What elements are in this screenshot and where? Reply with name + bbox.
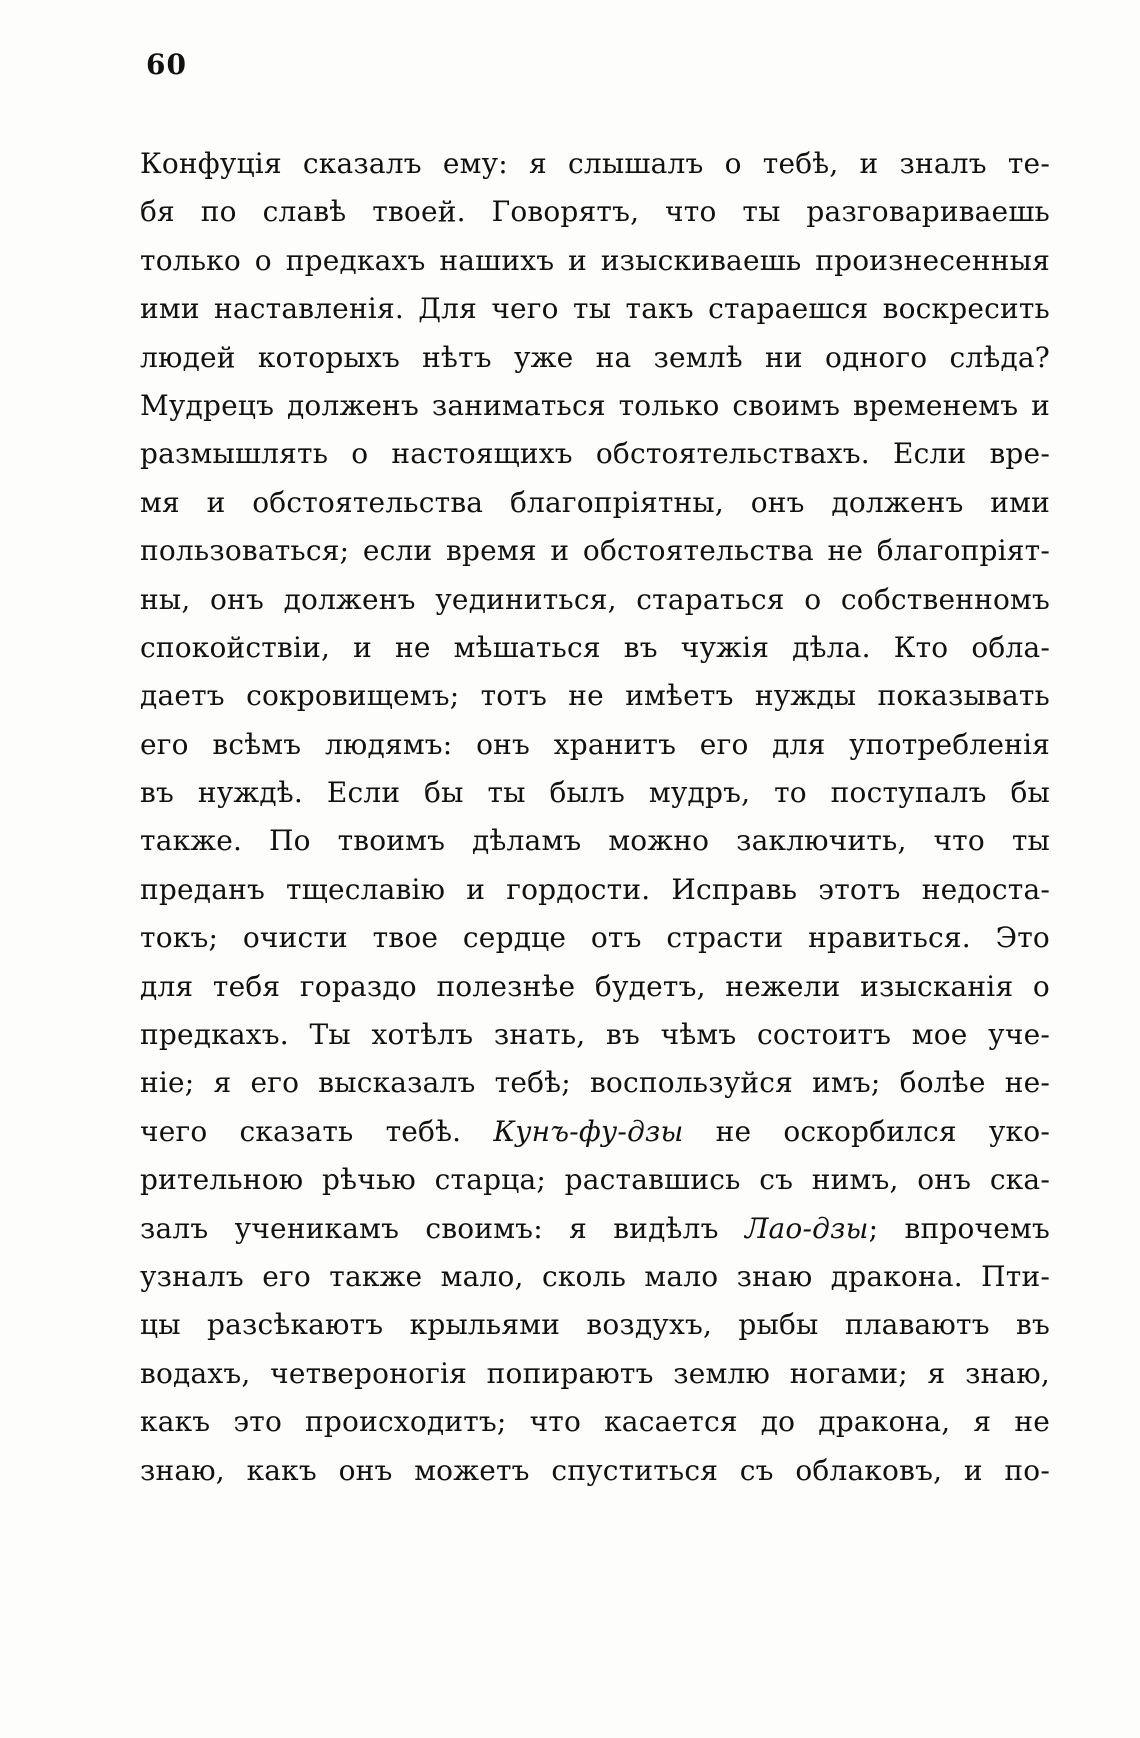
- body-text: [140, 140, 1050, 1495]
- text-line: преданъ тщеславію и гордости. Исправь этотъ недоста-: [140, 872, 1050, 906]
- text-line: ны, онъ долженъ уединиться, стараться о собственномъ: [140, 582, 1050, 616]
- text-line-mixed: [140, 1205, 1050, 1253]
- text-line: рительною рѣчью старца; раставшись съ нимъ, онъ ска-: [140, 1163, 1050, 1197]
- text-line: токъ; очисти твое сердце отъ страсти нравиться. Это: [140, 921, 1050, 955]
- text-line-mixed: [140, 1108, 1050, 1156]
- text-line: его всѣмъ людямъ: онъ хранитъ его для употребленія: [140, 727, 1050, 761]
- text-segment: чего сказать тебѣ.: [140, 1114, 462, 1148]
- text-line: также. По твоимъ дѣламъ можно заключить, что ты: [140, 824, 1050, 858]
- text-segment: залъ ученикамъ своимъ: я видѣлъ: [140, 1211, 719, 1245]
- text-line: знаю, какъ онъ можетъ спуститься съ облаковъ, и по-: [140, 1453, 1050, 1487]
- text-line: водахъ, четвероногія попираютъ землю ногами; я знаю,: [140, 1356, 1050, 1390]
- text-segment: не оскорбился уко-: [715, 1114, 1050, 1148]
- page-number: 60: [146, 48, 187, 81]
- italic-name: Лао-дзы: [744, 1211, 869, 1245]
- text-line: пользоваться; если время и обстоятельства не благопріят-: [140, 534, 1050, 568]
- text-line: въ нуждѣ. Если бы ты былъ мудръ, то поступалъ бы: [140, 776, 1050, 810]
- text-line: Конфуція сказалъ ему: я слышалъ о тебѣ, и зналъ те-: [140, 147, 1050, 180]
- text-segment: ; впрочемъ: [868, 1211, 1050, 1245]
- text-line: ими наставленія. Для чего ты такъ стараешся воскресить: [140, 292, 1050, 326]
- text-line: Мудрецъ долженъ заниматься только своимъ временемъ и: [140, 388, 1050, 422]
- text-line: какъ это происходитъ; что касается до дракона, я не: [140, 1405, 1050, 1439]
- text-line: спокойствіи, и не мѣшаться въ чужія дѣла. Кто обла-: [140, 630, 1050, 664]
- text-line: даетъ сокровищемъ; тотъ не имѣетъ нужды показывать: [140, 679, 1050, 713]
- text-line: предкахъ. Ты хотѣлъ знать, въ чѣмъ состоитъ мое уче-: [140, 1018, 1050, 1052]
- text-line: узналъ его также мало, сколь мало знаю дракона. Пти-: [140, 1259, 1050, 1293]
- italic-name: Кунъ-фу-дзы: [493, 1114, 684, 1148]
- text-line: для тебя гораздо полезнѣе будетъ, нежели изысканія о: [140, 969, 1050, 1003]
- text-line: размышлять о настоящихъ обстоятельствахъ. Если вре-: [140, 437, 1050, 471]
- text-line: людей которыхъ нѣтъ уже на землѣ ни одного слѣда?: [140, 340, 1050, 374]
- text-line: только о предкахъ нашихъ и изыскиваешь произнесенныя: [140, 243, 1050, 277]
- text-line: бя по славѣ твоей. Говорятъ, что ты разговариваешь: [140, 195, 1050, 229]
- text-line: ніе; я его высказалъ тебѣ; воспользуйся имъ; болѣе не-: [140, 1066, 1050, 1100]
- text-line: мя и обстоятельства благопріятны, онъ долженъ ими: [140, 485, 1050, 519]
- text-line: цы разсѣкаютъ крыльями воздухъ, рыбы плаваютъ въ: [140, 1308, 1050, 1342]
